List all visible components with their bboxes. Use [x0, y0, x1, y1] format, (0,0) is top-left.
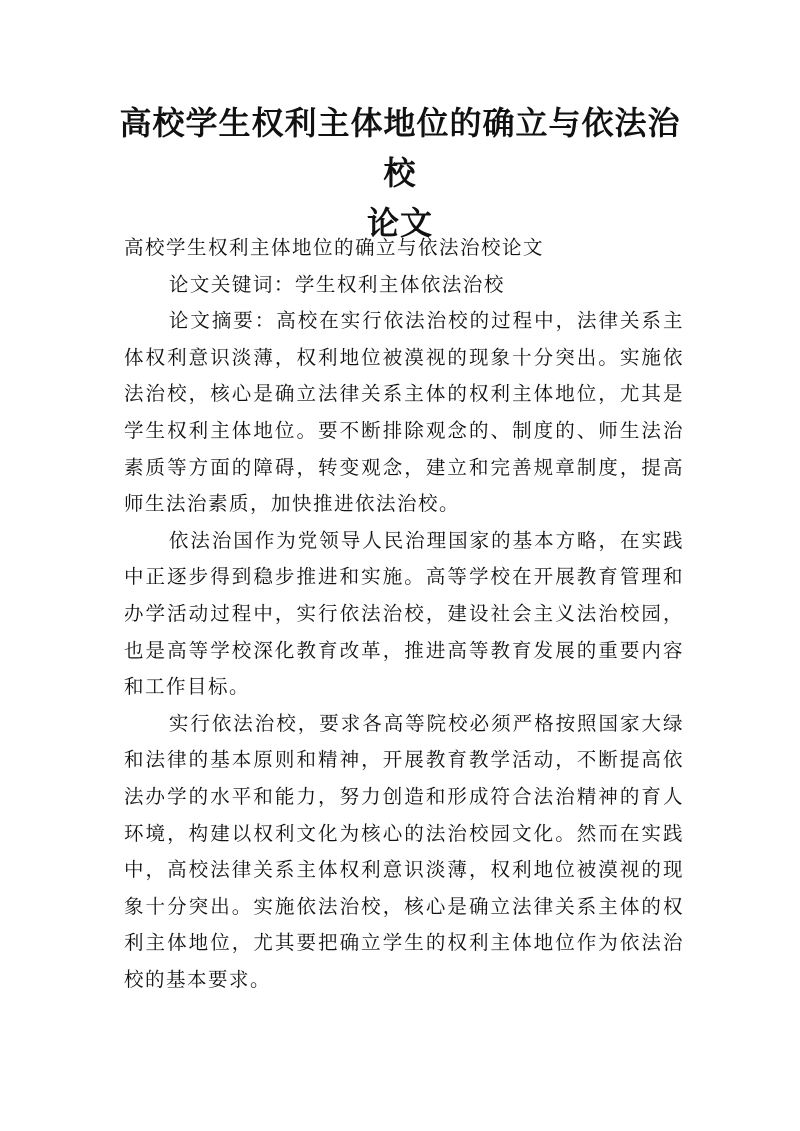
- title-line-1: 高校学生权利主体地位的确立与依法治校: [119, 104, 681, 192]
- abstract-paragraph: 论文摘要：高校在实行依法治校的过程中，法律关系主体权利意识淡薄，权利地位被漠视的现象十分突出。实施依法治校，核心是确立法律关系主体的权利主体地位，尤其是学生权利主体地位。要不断排除观念的、制度的、师生法治素质等方面的障碍，转变观念，建立和完善规章制度，提高师生法治素质，加快推进依法治校。: [124, 309, 684, 516]
- subtitle-paragraph: 高校学生权利主体地位的确立与依法治校论文: [124, 236, 545, 259]
- document-body: [124, 230, 684, 998]
- keywords-paragraph: 论文关键词：学生权利主体依法治校: [168, 272, 505, 296]
- document-title: [110, 98, 690, 248]
- body-paragraph: 实行依法治校，要求各高等院校必须严格按照国家大绿和法律的基本原则和精神，开展教育教学活动，不断提高依法办学的水平和能力，努力创造和形成符合法治精神的育人环境，构建以权利文化为核心的法治校园文化。然而在实践中，高校法律关系主体权利意识淡薄，权利地位被漠视的现象十分突出。实施依法治校，核心是确立法律关系主体的权利主体地位，尤其要把确立学生的权利主体地位作为依法治校的基本要求。: [124, 711, 684, 991]
- title-line-2: 论文: [366, 204, 433, 242]
- body-paragraph: 依法治国作为党领导人民治理国家的基本方略，在实践中正逐步得到稳步推进和实施。高等学校在开展教育管理和办学活动过程中，实行依法治校，建设社会主义法治校园，也是高等学校深化教育改革，推进高等教育发展的重要内容和工作目标。: [124, 528, 684, 699]
